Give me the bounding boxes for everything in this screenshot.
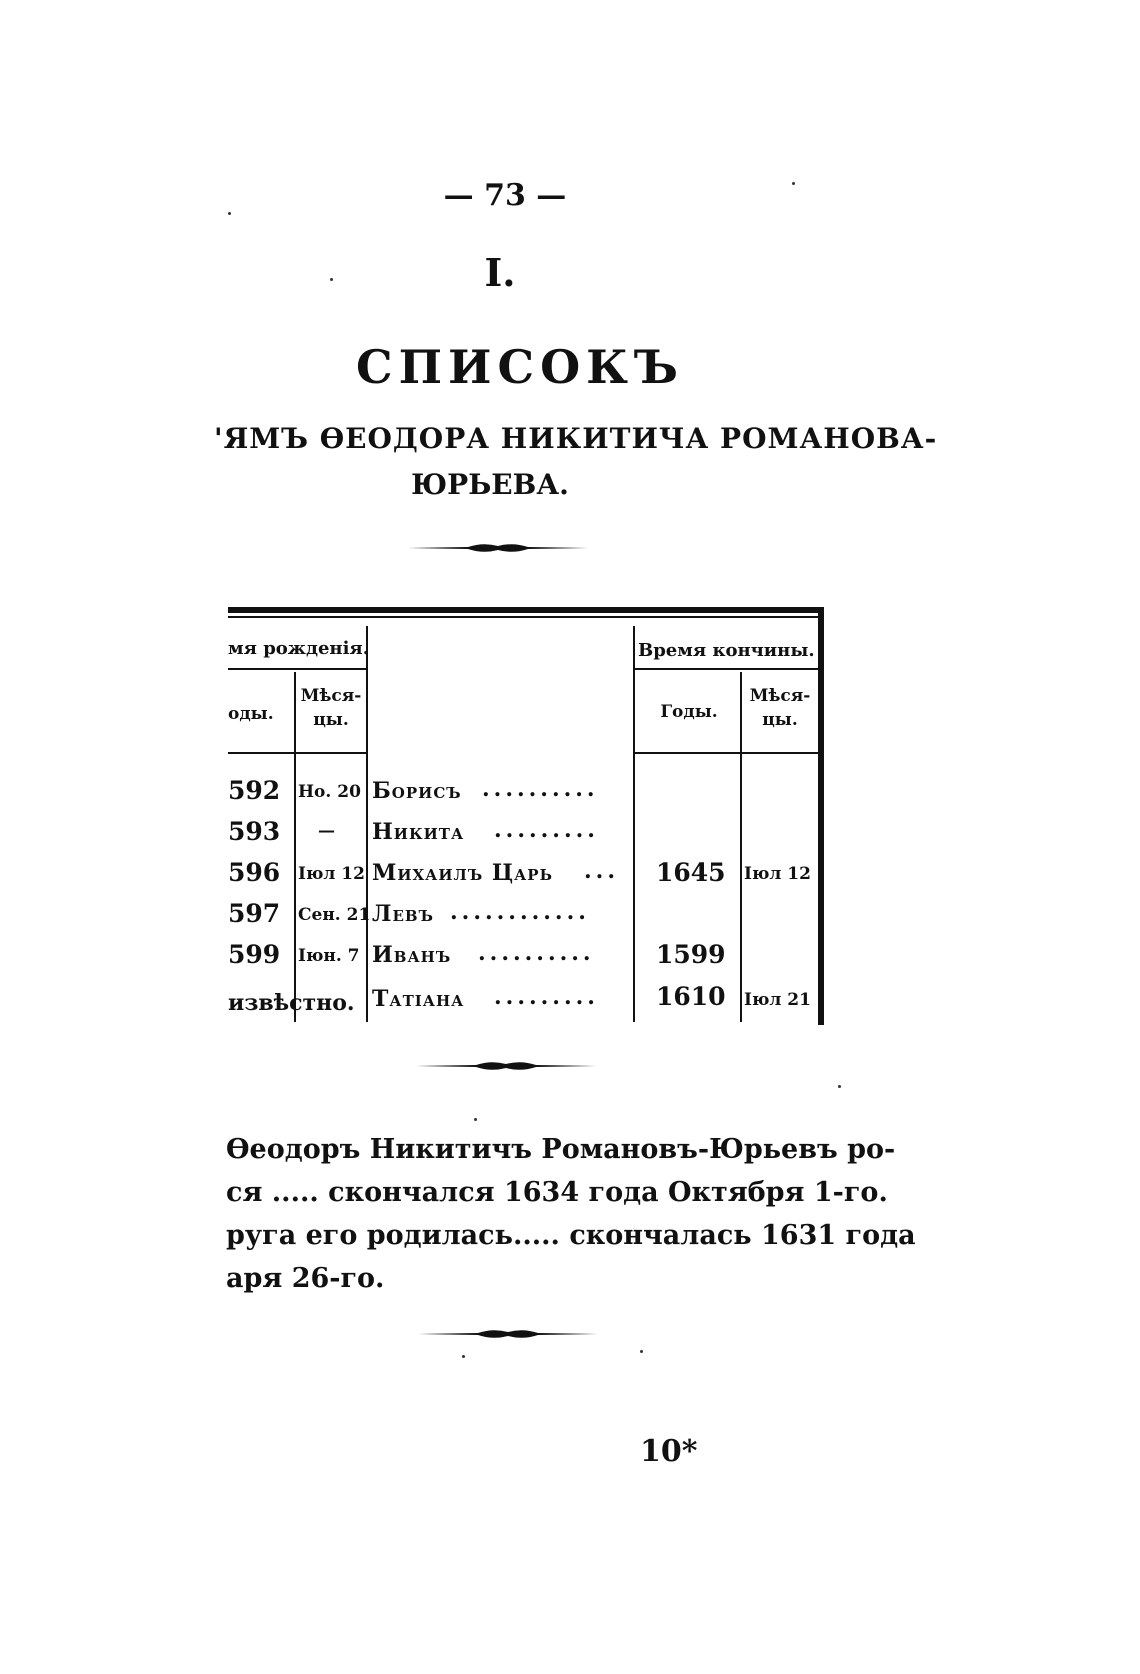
- body-paragraph: [226, 1128, 916, 1300]
- birth-month: Но. 20: [298, 782, 361, 802]
- page-title: СПИСОКЪ: [355, 340, 685, 394]
- birth-month: Іюн. 7: [298, 946, 360, 966]
- paragraph-line: руга его родилась..... скончалась 1631 года: [226, 1220, 916, 1251]
- person-name: Никита: [372, 819, 465, 845]
- death-year: 1645: [656, 858, 726, 887]
- birth-month: Іюл 12: [298, 864, 365, 884]
- death-month: Іюл 21: [744, 990, 811, 1010]
- header-bottom-rule-right: [633, 752, 818, 754]
- birth-time-header: мя рожденія.: [228, 638, 369, 659]
- leader-dots: ............: [450, 899, 590, 925]
- table-top-rule: [228, 607, 822, 613]
- leader-dots: .........: [494, 817, 599, 843]
- scan-speck: [640, 1350, 643, 1353]
- birth-year: 592: [228, 776, 281, 805]
- col-years-birth: оды.: [228, 704, 274, 724]
- birth-year: 599: [228, 940, 281, 969]
- scan-speck: [838, 1085, 841, 1088]
- col-divider-2: [366, 626, 368, 1022]
- col-years-death: Годы.: [660, 702, 718, 722]
- subtitle-line-2: ЮРЬЕВА.: [411, 468, 569, 501]
- signature-mark: 10*: [640, 1434, 698, 1469]
- scan-speck: [792, 182, 795, 185]
- paragraph-line: ся ..... скончался 1634 года Октября 1-го.: [226, 1177, 888, 1208]
- header-bottom-rule-left: [228, 752, 366, 754]
- paragraph-line: аря 26-го.: [226, 1263, 385, 1294]
- section-number: I.: [484, 250, 516, 295]
- person-name: Левъ: [372, 901, 434, 927]
- ornament-divider-1: [408, 542, 588, 554]
- col-months-death: Мѣся- цы.: [749, 686, 811, 730]
- birth-year: 597: [228, 899, 281, 928]
- birth-year: 596: [228, 858, 281, 887]
- col-divider-3: [633, 626, 635, 1022]
- table-right-border: [818, 607, 824, 1025]
- death-year: 1610: [656, 982, 726, 1011]
- birth-month: —: [318, 821, 335, 841]
- paragraph-line: Ѳеодоръ Никитичъ Романовъ-Юрьевъ ро-: [226, 1134, 896, 1165]
- header-rule-left: [228, 668, 366, 670]
- person-name: Борисъ: [372, 778, 462, 804]
- col-months-birth: Мѣся- цы.: [300, 686, 362, 730]
- death-year: 1599: [656, 940, 726, 969]
- birth-month: Сен. 21: [298, 905, 371, 925]
- birth-year-unknown: извѣстно.: [228, 990, 355, 1016]
- leader-dots: .........: [494, 984, 599, 1010]
- header-rule-right: [633, 668, 818, 670]
- person-name: Михаилъ Царь: [372, 860, 553, 886]
- death-month: Іюл 12: [744, 864, 811, 884]
- scan-speck: [330, 278, 333, 281]
- person-name: Татіана: [372, 986, 465, 1012]
- leader-dots: ...: [584, 858, 619, 884]
- scan-speck: [462, 1355, 465, 1358]
- ornament-divider-3: [418, 1328, 598, 1340]
- leader-dots: ..........: [482, 776, 599, 802]
- scan-speck: [474, 1118, 477, 1121]
- ornament-divider-2: [416, 1060, 596, 1072]
- col-divider-4: [740, 672, 742, 1022]
- person-name: Иванъ: [372, 942, 452, 968]
- table-top-rule-thin: [228, 616, 822, 618]
- leader-dots: ..........: [478, 940, 595, 966]
- page-number: — 73 —: [443, 178, 567, 213]
- birth-year: 593: [228, 817, 281, 846]
- col-divider-1: [294, 672, 296, 1022]
- scan-speck: [228, 212, 231, 215]
- death-time-header: Время кончины.: [638, 640, 815, 661]
- subtitle-line-1: 'ЯМЪ ѲЕОДОРА НИКИТИЧА РОМАНОВА-: [214, 422, 938, 455]
